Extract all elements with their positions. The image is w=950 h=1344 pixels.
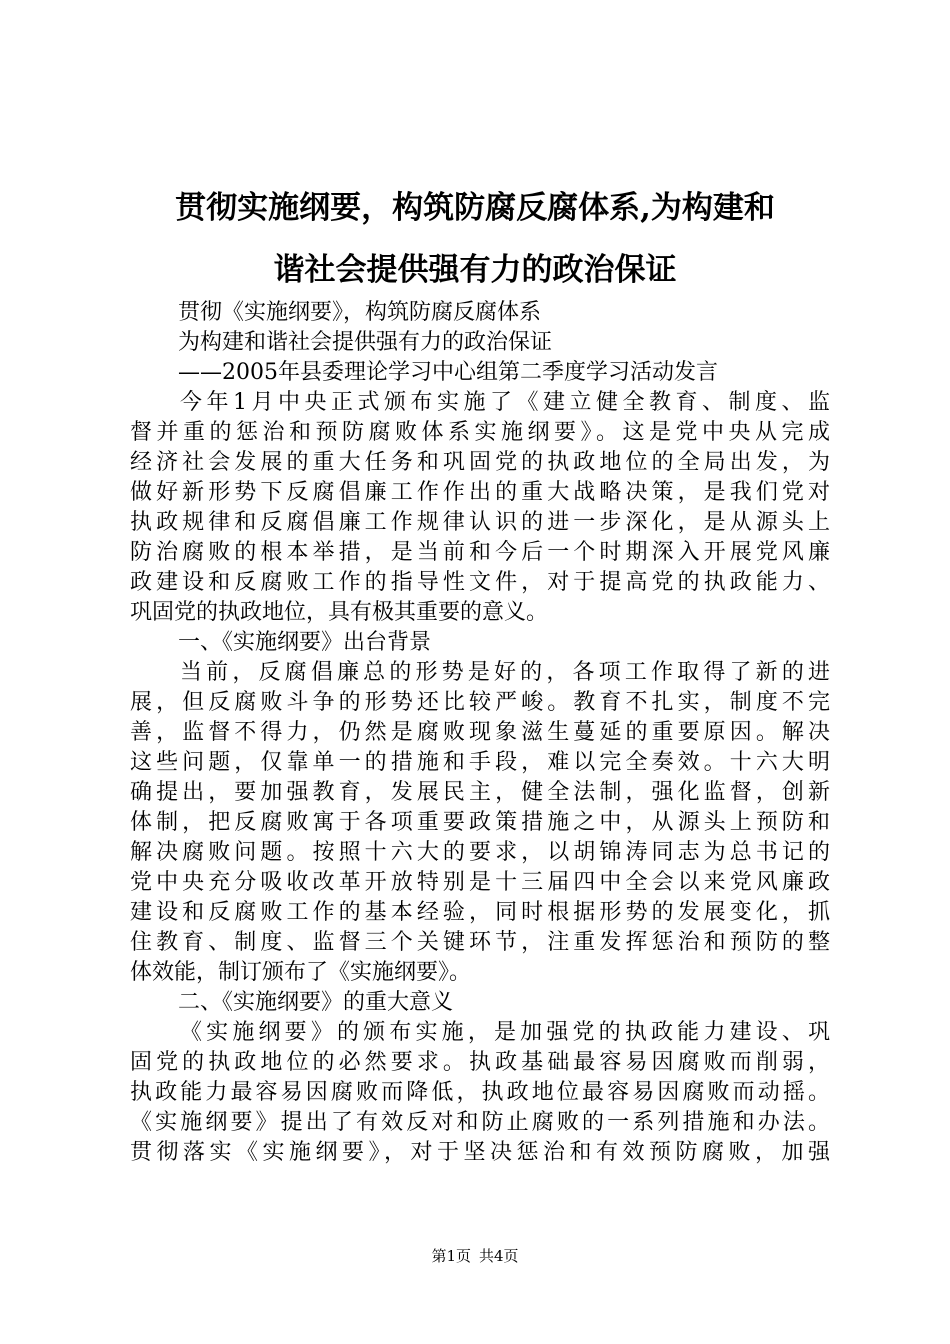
- paragraph-line: 确提出，要加强教育，发展民主，健全法制，强化监督，创新: [130, 780, 830, 805]
- section-heading: 一、《实施纲要》出台背景: [178, 630, 432, 655]
- paragraph-line: 经济社会发展的重大任务和巩固党的执政地位的全局出发，为: [130, 450, 830, 475]
- paragraph-line: 建设和反腐败工作的基本经验，同时根据形势的发展变化，抓: [130, 900, 830, 925]
- page-total: 共4页: [479, 1247, 519, 1265]
- paragraph-line: 体制，把反腐败寓于各项重要政策措施之中，从源头上预防和: [130, 810, 830, 835]
- subtitle-line: 贯彻《实施纲要》，构筑防腐反腐体系: [178, 300, 542, 325]
- page-footer: [0, 1246, 950, 1266]
- subtitle-line: 为构建和谐社会提供强有力的政治保证: [178, 330, 553, 355]
- paragraph-line: 做好新形势下反腐倡廉工作作出的重大战略决策，是我们党对: [130, 480, 830, 505]
- paragraph-line: 这些问题，仅靠单一的措施和手段，难以完全奏效。十六大明: [130, 750, 830, 775]
- paragraph-line: 《实施纲要》提出了有效反对和防止腐败的一系列措施和办法。: [130, 1110, 830, 1135]
- paragraph-line: 执政规律和反腐倡廉工作规律认识的进一步深化，是从源头上: [130, 510, 830, 535]
- section-heading: 二、《实施纲要》的重大意义: [178, 990, 454, 1015]
- paragraph-line: 体效能，制订颁布了《实施纲要》。: [130, 960, 472, 985]
- paragraph-line: 督并重的惩治和预防腐败体系实施纲要》。这是党中央从完成: [130, 420, 830, 445]
- paragraph-line: 贯彻落实《实施纲要》，对于坚决惩治和有效预防腐败，加强: [130, 1140, 830, 1165]
- document-body: [130, 298, 830, 1168]
- speech-note-line: ——2005年县委理论学习中心组第二季度学习活动发言: [178, 360, 718, 385]
- paragraph-line: 防治腐败的根本举措，是当前和今后一个时期深入开展党风廉: [130, 540, 830, 565]
- paragraph-line: 当前，反腐倡廉总的形势是好的，各项工作取得了新的进: [180, 660, 830, 685]
- paragraph-line: 展，但反腐败斗争的形势还比较严峻。教育不扎实，制度不完: [130, 690, 830, 715]
- document-title-line-1: 贯彻实施纲要，构筑防腐反腐体系,为构建和: [175, 190, 775, 226]
- paragraph-line: 执政能力最容易因腐败而降低，执政地位最容易因腐败而动摇。: [130, 1080, 830, 1105]
- document-title-line-2: 谐社会提供强有力的政治保证: [273, 252, 677, 288]
- paragraph-line: 《实施纲要》的颁布实施，是加强党的执政能力建设、巩: [180, 1020, 830, 1045]
- paragraph-line: 巩固党的执政地位，具有极其重要的意义。: [130, 600, 549, 625]
- paragraph-line: 善，监督不得力，仍然是腐败现象滋生蔓延的重要原因。解决: [130, 720, 830, 745]
- paragraph-line: 固党的执政地位的必然要求。执政基础最容易因腐败而削弱，: [130, 1050, 830, 1075]
- paragraph-line: 今年1月中央正式颁布实施了《建立健全教育、制度、监: [180, 390, 830, 415]
- paragraph-line: 政建设和反腐败工作的指导性文件，对于提高党的执政能力、: [130, 570, 830, 595]
- paragraph-line: 住教育、制度、监督三个关键环节，注重发挥惩治和预防的整: [130, 930, 830, 955]
- paragraph-line: 党中央充分吸收改革开放特别是十三届四中全会以来党风廉政: [130, 870, 830, 895]
- paragraph-line: 解决腐败问题。按照十六大的要求，以胡锦涛同志为总书记的: [130, 840, 830, 865]
- page-number: 第1页: [431, 1247, 471, 1265]
